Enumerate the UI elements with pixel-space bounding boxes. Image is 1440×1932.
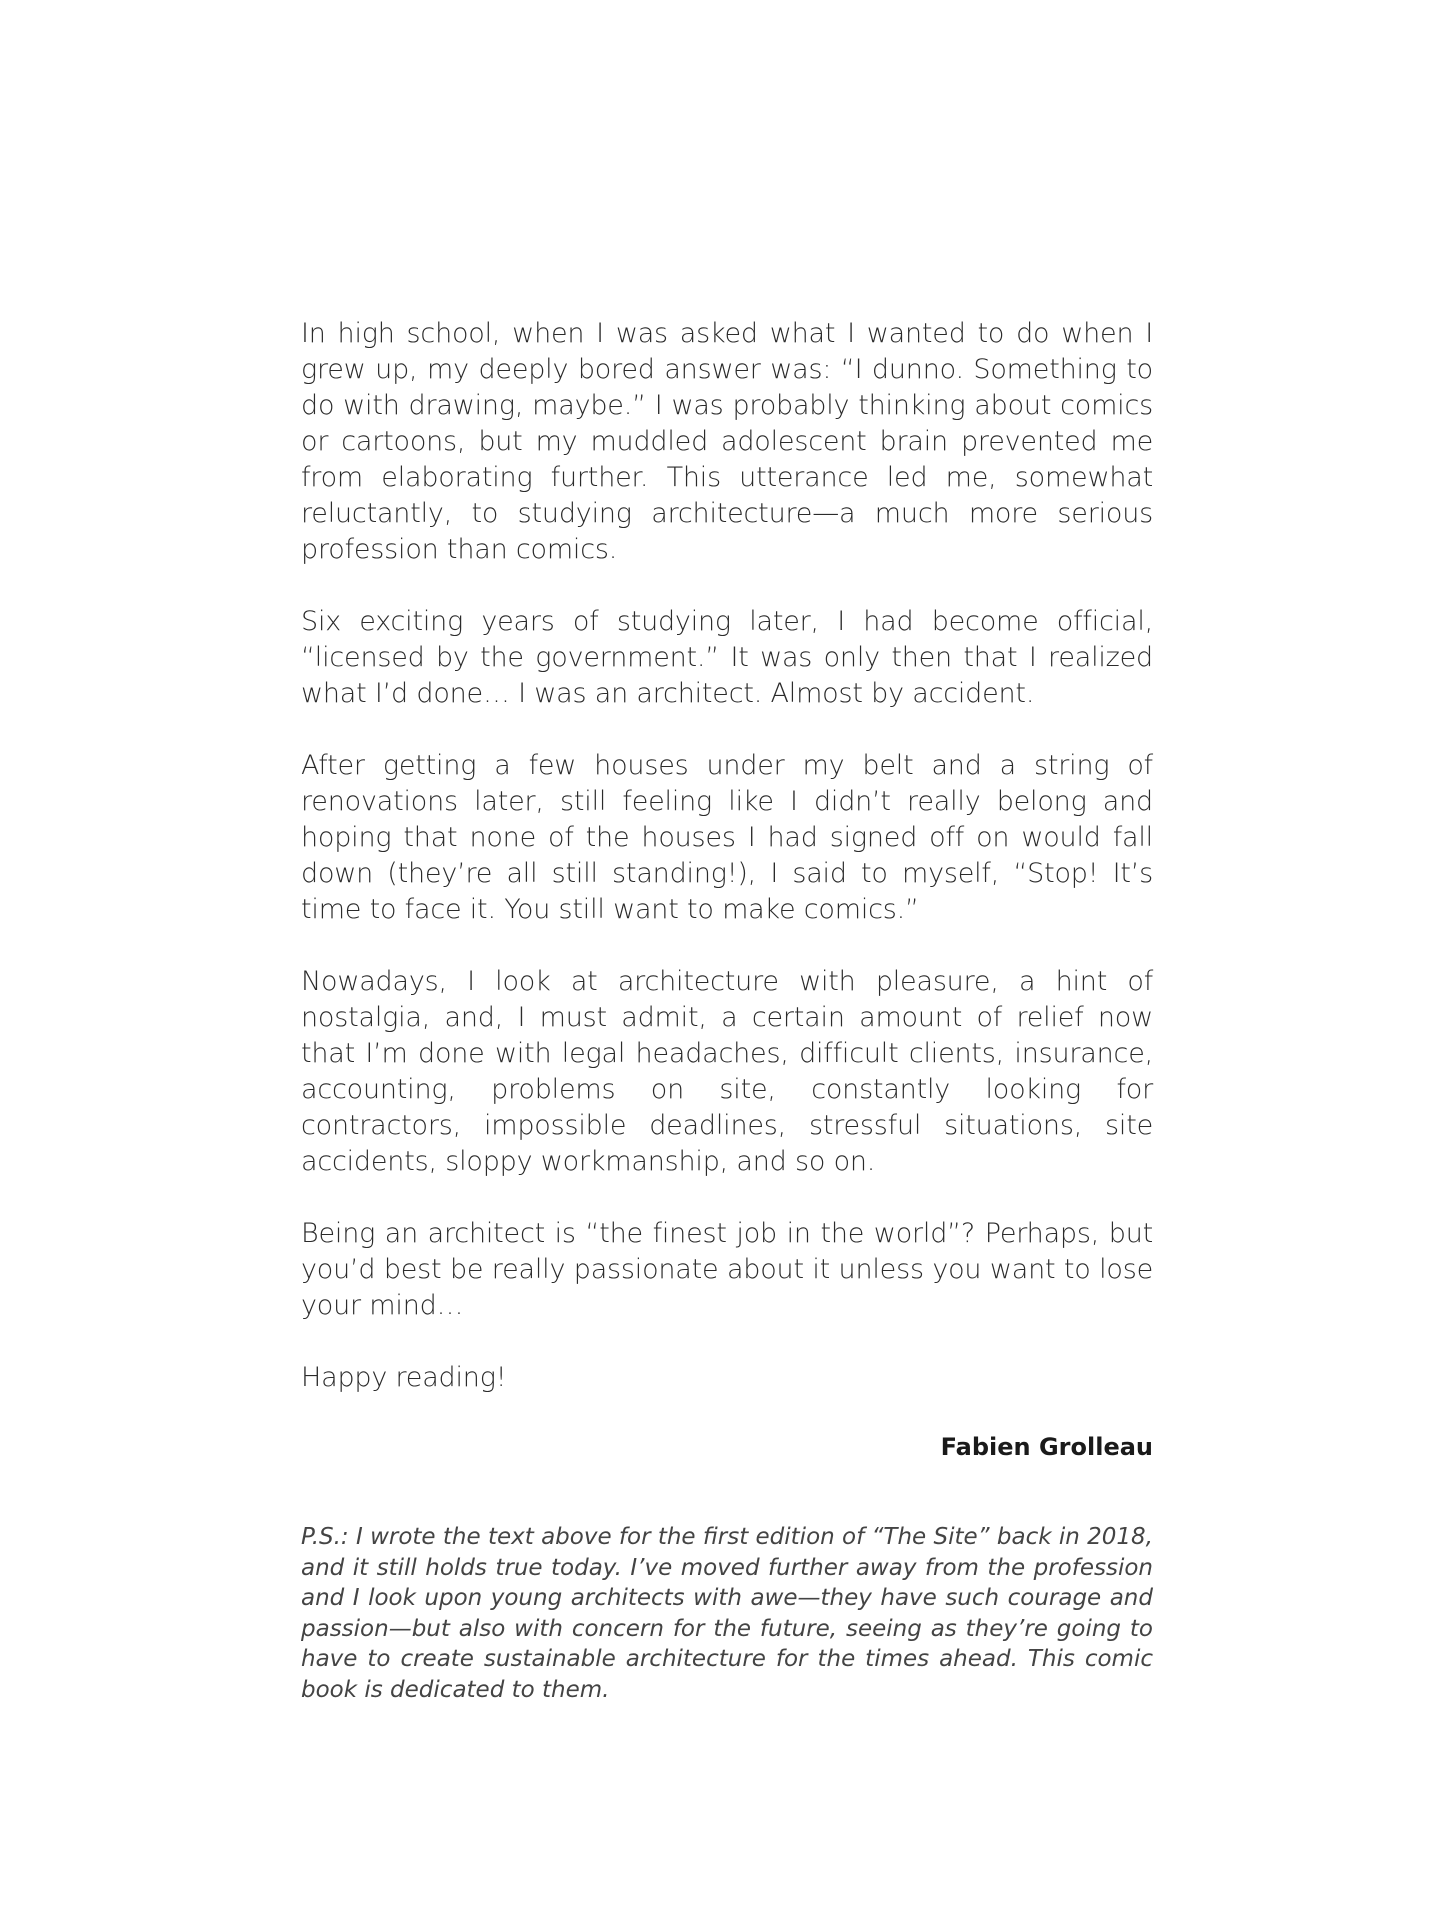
paragraph-happy-reading: Happy reading! [301, 1362, 507, 1393]
author-signature: Fabien Grolleau [940, 1433, 1153, 1461]
paragraph-finest-job: Being an architect is “the finest job in the world”? Perhaps, but you’d best be really passionate about it unless you want to lose your mind… [301, 1218, 1153, 1321]
postscript: P.S.: I wrote the text above for the first edition of “The Site” back in 2018, and it still holds true today. I’ve moved further away from the profession and I look upon young architects with awe—they have such courage and passion—but also with concern for the future, seeing as they’re going to have to create sustainable architecture for the times ahead. This comic book is dedicated to them. [301, 1524, 1153, 1703]
paragraph-high-school: In high school, when I was asked what I wanted to do when I grew up, my deeply bored answer was: “I dunno. Something to do with drawing, maybe.” I was probably thinking about comics or cartoons, but my muddled adolescent brain prevented me from elaborating further. This utterance led me, somewhat reluctantly, to studying architecture—a much more serious profession than comics. [301, 318, 1153, 565]
paragraph-nowadays: Nowadays, I look at architecture with pleasure, a hint of nostalgia, and, I must admit, a certain amount of relief now that I’m done with legal headaches, difficult clients, insurance, accounting, problems on site, constantly looking for contractors, impossible deadlines, stressful situations, site accidents, sloppy workmanship, and so on. [301, 966, 1153, 1177]
preface-page [301, 316, 1153, 1705]
paragraph-licensed: Six exciting years of studying later, I had become official, “licensed by the government.” It was only then that I realized what I’d done… I was an architect. Almost by accident. [301, 606, 1153, 709]
paragraph-renovations: After getting a few houses under my belt and a string of renovations later, still feeling like I didn’t really belong and hoping that none of the houses I had signed off on would fall down (they’re all still standing!), I said to myself, “Stop! It’s time to face it. You still want to make comics.” [301, 750, 1153, 925]
